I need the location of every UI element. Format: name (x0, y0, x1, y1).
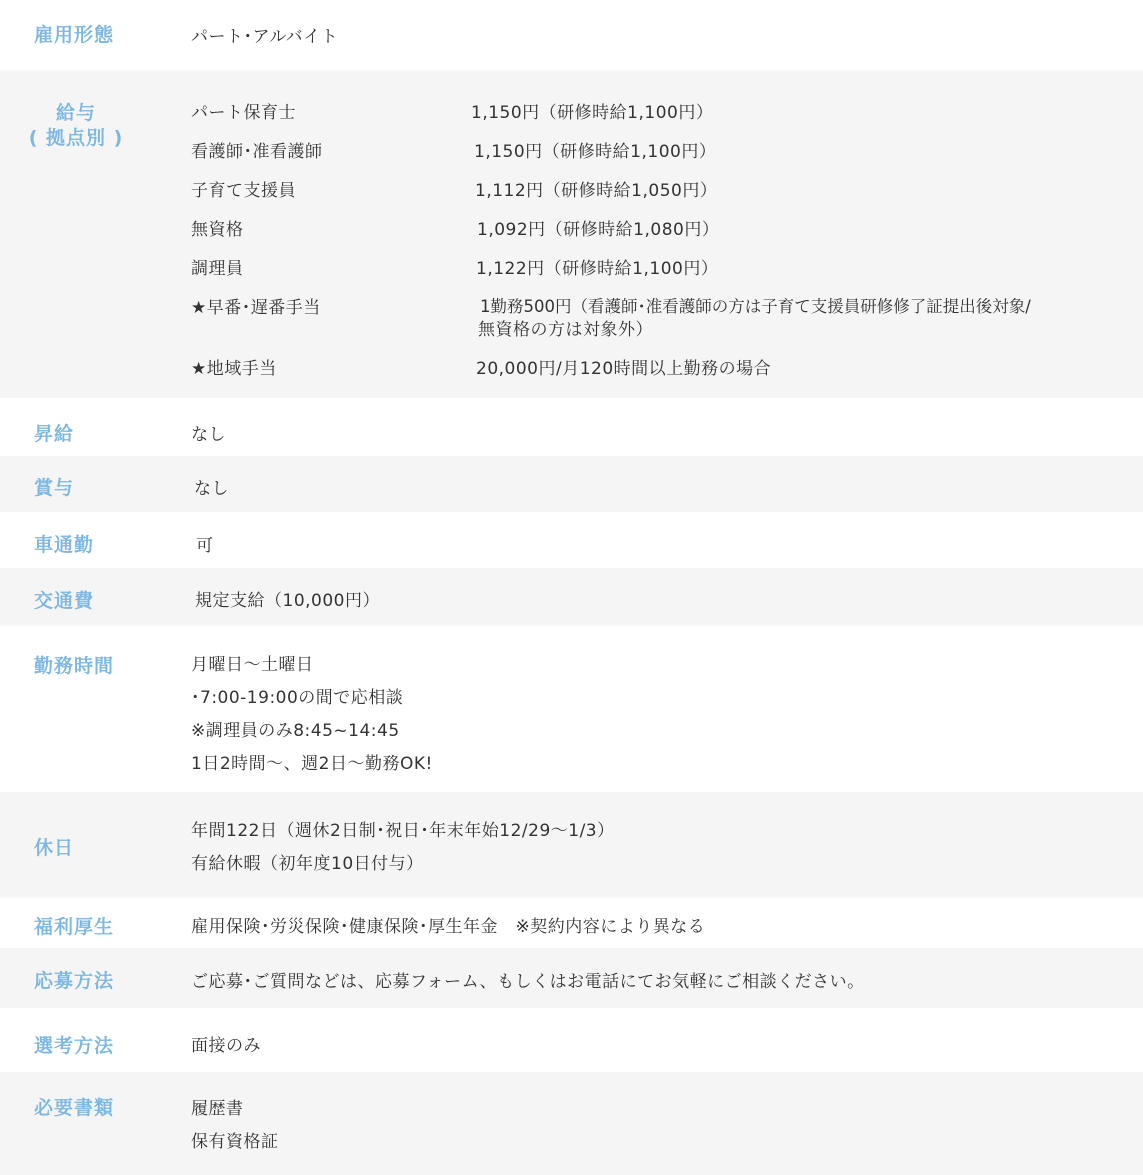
row-apply (0, 948, 1143, 1008)
salary-name: 看護師･准看護師 (191, 142, 323, 162)
salary-value: 20,000円/月120時間以上勤務の場合 (476, 359, 772, 379)
documents-line: 保有資格証 (191, 1132, 279, 1152)
salary-name: パート保育士 (191, 103, 296, 123)
work-hours-line: ･7:00-19:00の間で応相談 (191, 688, 404, 708)
label-holidays: 休日 (34, 837, 75, 859)
value-employment-type: パート･アルバイト (191, 27, 339, 47)
label-salary-line1: 給与 (55, 102, 96, 124)
row-bonus (0, 456, 1143, 512)
holidays-line: 有給休暇（初年度10日付与） (191, 854, 424, 874)
label-transport: 交通費 (34, 590, 95, 612)
work-hours-line: 1日2時間〜、週2日〜勤務OK! (191, 754, 433, 774)
label-car-commute: 車通勤 (34, 534, 95, 556)
row-employment-type (0, 0, 1143, 70)
row-welfare (0, 898, 1143, 948)
salary-name: 調理員 (191, 259, 244, 279)
label-raise: 昇給 (34, 423, 75, 445)
label-employment-type: 雇用形態 (34, 24, 115, 46)
label-welfare: 福利厚生 (34, 916, 115, 938)
label-salary (20, 98, 132, 150)
salary-value: 1,150円（研修時給1,100円） (474, 142, 717, 162)
salary-value: 1,122円（研修時給1,100円） (476, 259, 719, 279)
salary-name: ★早番･遅番手当 (191, 298, 321, 318)
salary-name: 子育て支援員 (191, 181, 296, 201)
label-documents: 必要書類 (34, 1097, 115, 1119)
work-hours-line: ※調理員のみ8:45~14:45 (191, 721, 400, 741)
value-bonus: なし (194, 479, 229, 499)
label-salary-line2: ( 拠点別 ) (28, 127, 124, 149)
label-bonus: 賞与 (34, 477, 75, 499)
row-documents (0, 1072, 1143, 1175)
salary-value: 1,150円（研修時給1,100円） (471, 103, 714, 123)
salary-value: 1,112円（研修時給1,050円） (475, 181, 718, 201)
row-raise (0, 398, 1143, 456)
row-selection (0, 1008, 1143, 1072)
salary-name: ★地域手当 (191, 359, 277, 379)
value-transport: 規定支給（10,000円） (195, 591, 380, 611)
holidays-line: 年間122日（週休2日制･祝日･年末年始12/29〜1/3） (191, 821, 615, 841)
salary-name: 無資格 (191, 220, 244, 240)
row-work-hours (0, 626, 1143, 792)
value-welfare: 雇用保険･労災保険･健康保険･厚生年金 ※契約内容により異なる (191, 917, 706, 937)
row-holidays (0, 792, 1143, 898)
salary-value-line1: 1勤務500円（看護師･准看護師の方は子育て支援員研修修了証提出後対象/ (480, 297, 1031, 316)
value-car-commute: 可 (196, 536, 214, 556)
row-salary (0, 70, 1143, 398)
label-selection: 選考方法 (34, 1035, 115, 1057)
label-apply: 応募方法 (34, 970, 115, 992)
label-work-hours: 勤務時間 (34, 655, 115, 677)
documents-line: 履歴書 (191, 1099, 244, 1119)
row-transport (0, 568, 1143, 626)
row-car-commute (0, 512, 1143, 568)
value-selection: 面接のみ (191, 1036, 261, 1056)
value-apply: ご応募･ご質問などは、応募フォーム、もしくはお電話にてお気軽にご相談ください。 (191, 972, 865, 992)
work-hours-line: 月曜日〜土曜日 (191, 655, 314, 675)
salary-value: 1,092円（研修時給1,080円） (477, 220, 720, 240)
value-raise: なし (191, 425, 226, 445)
salary-value-line2: 無資格の方は対象外） (478, 320, 653, 340)
